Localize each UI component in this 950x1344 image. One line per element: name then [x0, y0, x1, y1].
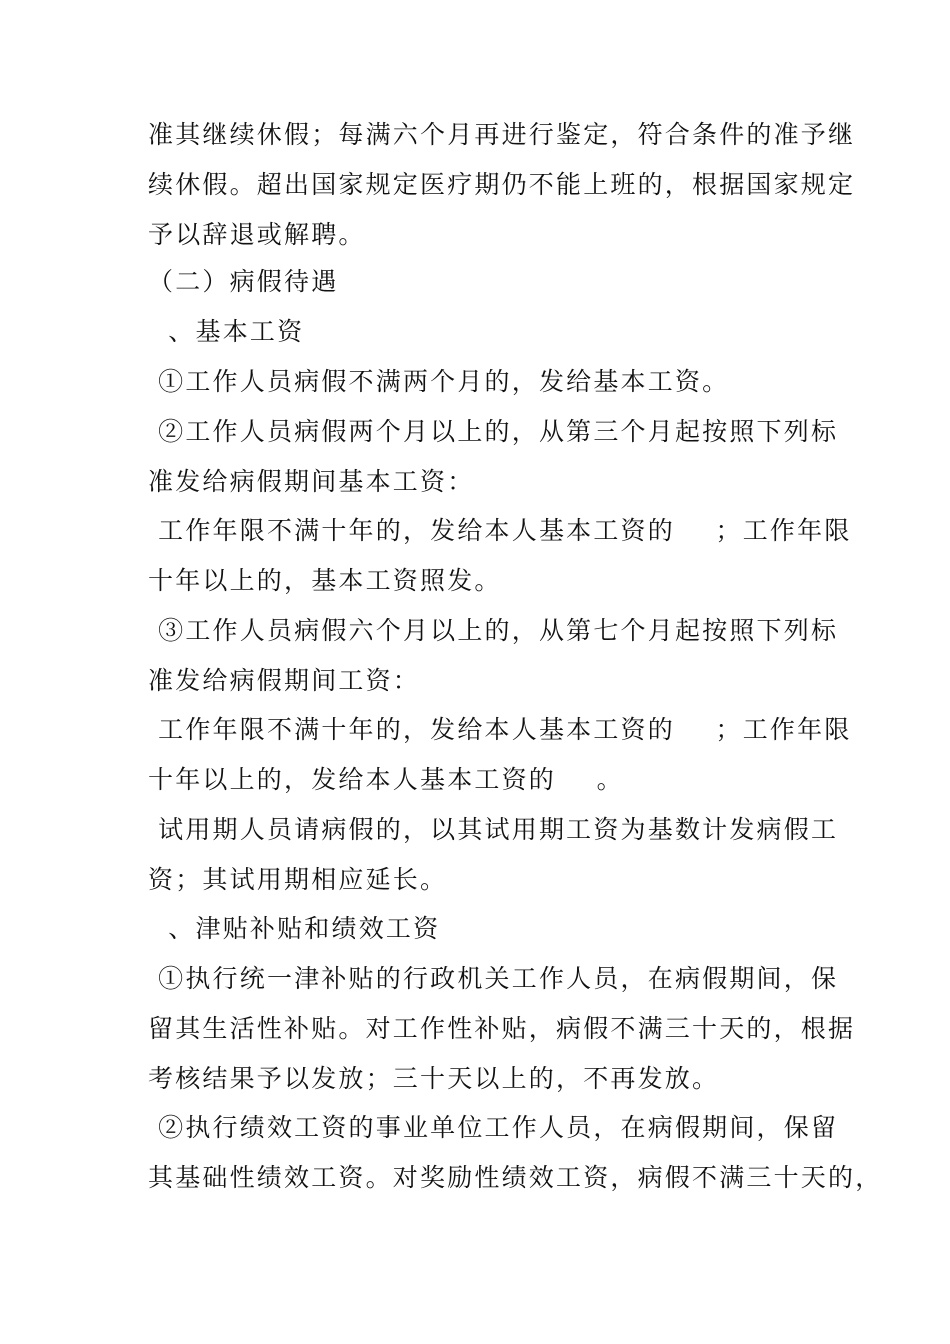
text-line: 工作年限不满十年的，发给本人基本工资的 ；工作年限 [148, 715, 852, 744]
text-line: 资；其试用期相应延长。 [148, 865, 448, 894]
text-line: 试用期人员请病假的，以其试用期工资为基数计发病假工 [148, 815, 839, 844]
section-heading: （二）病假待遇 [148, 267, 339, 296]
text-line: 考核结果予以发放；三十天以上的，不再发放。 [148, 1064, 720, 1093]
text-line: 十年以上的，基本工资照发。 [148, 566, 502, 595]
text-line: ①工作人员病假不满两个月的，发给基本工资。 [148, 367, 730, 396]
subsection-heading: 、基本工资 [148, 317, 305, 346]
text-line: 准发给病假期间工资： [148, 666, 421, 695]
text-line: 其基础性绩效工资。对奖励性绩效工资，病假不满三十天的， [148, 1163, 883, 1192]
text-line: ①执行统一津补贴的行政机关工作人员，在病假期间，保 [148, 964, 839, 993]
subsection-heading: 、津贴补贴和绩效工资 [148, 914, 441, 943]
text-line: 准发给病假期间基本工资： [148, 467, 475, 496]
text-line: 续休假。超出国家规定医疗期仍不能上班的，根据国家规定 [148, 170, 856, 199]
text-line: 工作年限不满十年的，发给本人基本工资的 ；工作年限 [148, 516, 852, 545]
text-line: 留其生活性补贴。对工作性补贴，病假不满三十天的，根据 [148, 1014, 856, 1043]
text-line: 准其继续休假；每满六个月再进行鉴定，符合条件的准予继 [148, 120, 856, 149]
text-line: 予以辞退或解聘。 [148, 220, 366, 249]
text-line: ③工作人员病假六个月以上的，从第七个月起按照下列标 [148, 616, 839, 645]
text-line: ②执行绩效工资的事业单位工作人员，在病假期间，保留 [148, 1113, 839, 1142]
text-line: 十年以上的，发给本人基本工资的 。 [148, 765, 624, 794]
text-line: ②工作人员病假两个月以上的，从第三个月起按照下列标 [148, 417, 839, 446]
